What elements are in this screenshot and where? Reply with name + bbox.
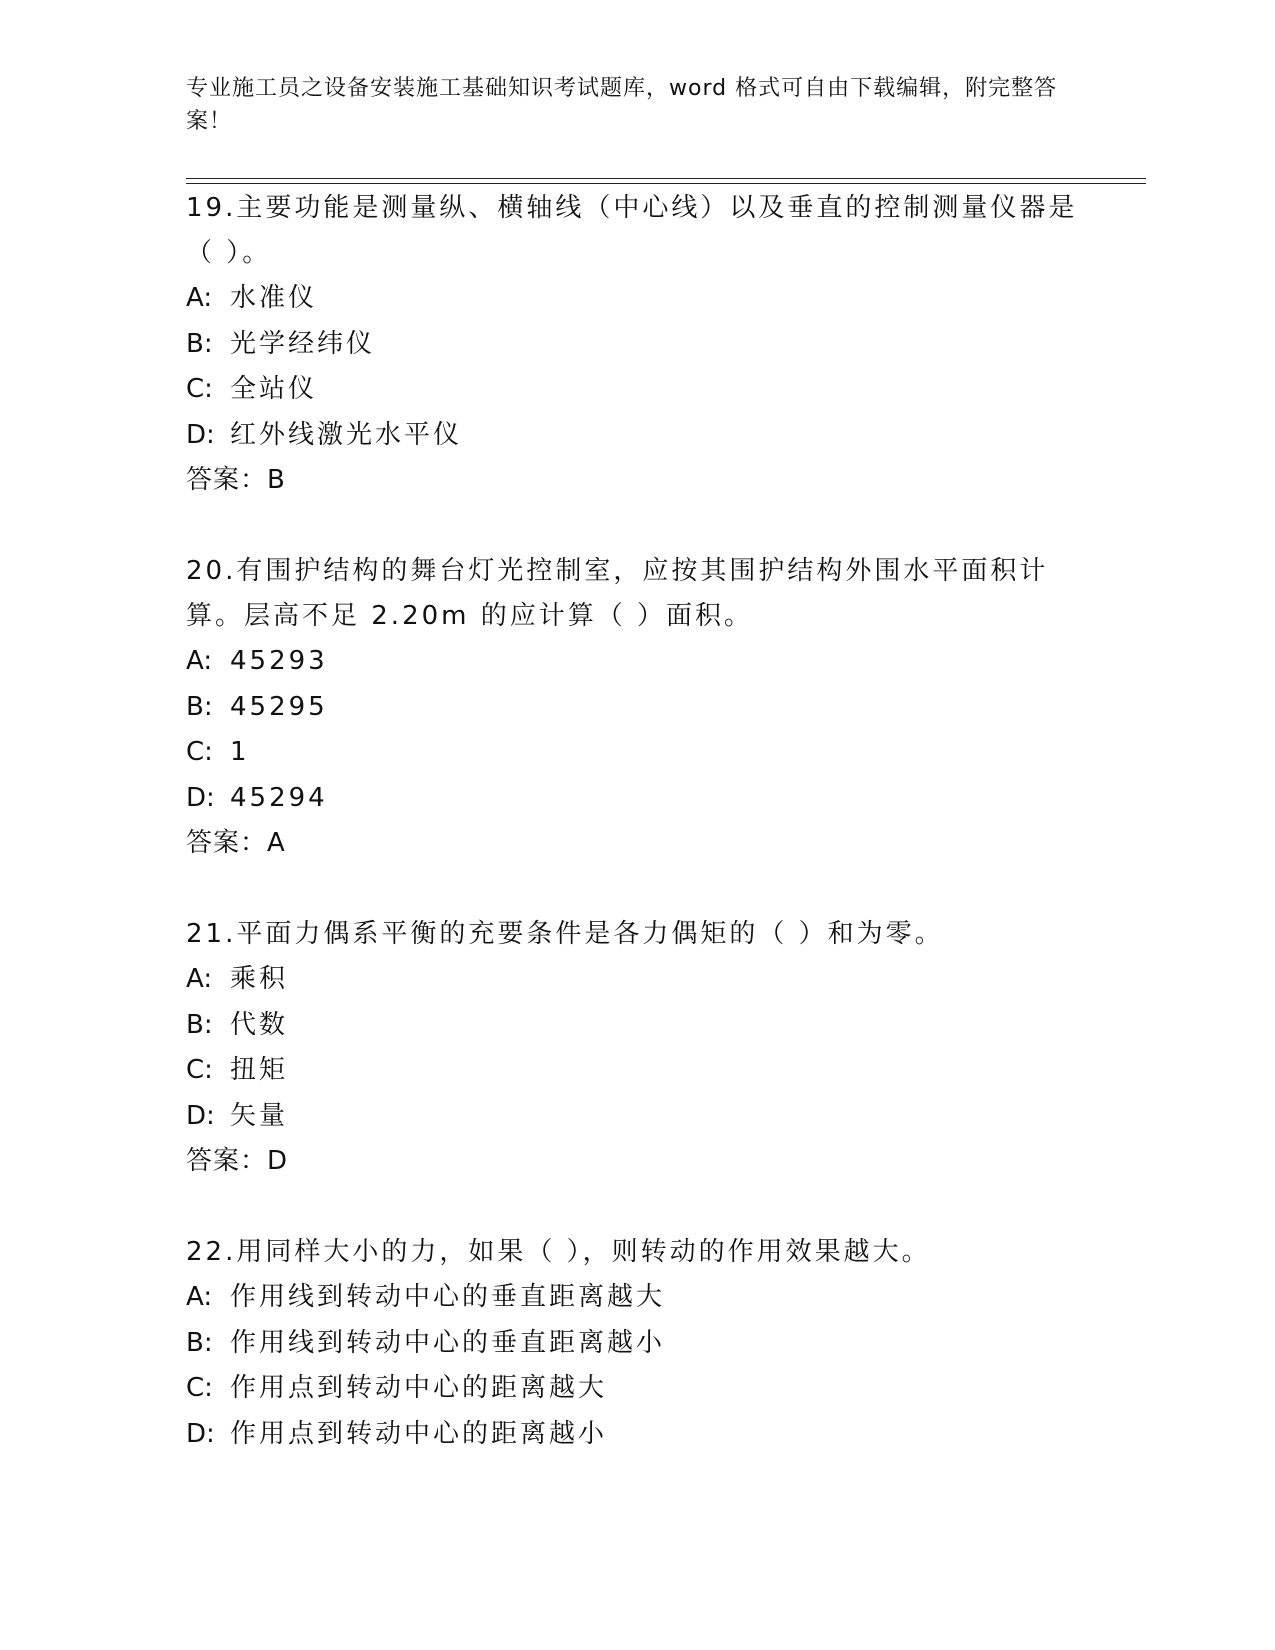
question-19 (186, 186, 1086, 503)
option-letter: A: (186, 964, 213, 994)
answer-line: 答案：A (186, 828, 286, 858)
option-letter: C: (186, 737, 213, 767)
question-text: 主要功能是测量纵、横轴线（中心线）以及垂直的控制测量仪器是（ ）。 (186, 193, 1078, 268)
option-letter: C: (186, 1055, 213, 1085)
answer-line: 答案：B (186, 465, 286, 495)
option-letter: D: (186, 1100, 215, 1131)
answer-line: 答案：D (186, 1146, 289, 1176)
question-text: 有围护结构的舞台灯光控制室，应按其围护结构外围水平面积计算。层高不足 2.20m 的应计算（ ）面积。 (186, 556, 1049, 631)
option-letter: B: (186, 1327, 213, 1358)
question-20 (186, 549, 1086, 866)
option-text: 45295 (230, 691, 328, 722)
option-a (186, 639, 1086, 685)
document-header: 专业施工员之设备安装施工基础知识考试题库，word 格式可自由下载编辑，附完整答案！ (186, 76, 1058, 134)
question-text: 平面力偶系平衡的充要条件是各力偶矩的（ ）和为零。 (236, 919, 944, 949)
option-letter: D: (186, 1418, 215, 1449)
question-20-stem (186, 549, 1086, 639)
option-b (186, 1321, 1086, 1367)
option-text: 作用线到转动中心的垂直距离越小 (230, 1327, 666, 1358)
question-21 (186, 912, 1086, 1184)
option-text: 1 (230, 737, 250, 767)
option-text: 扭矩 (230, 1055, 289, 1085)
option-b (186, 685, 1086, 731)
option-text: 作用线到转动中心的垂直距离越大 (230, 1282, 666, 1312)
option-letter: A: (186, 646, 213, 676)
question-number: 22. (186, 1237, 237, 1267)
option-c (186, 367, 1086, 413)
question-number: 19. (186, 193, 237, 223)
option-d (186, 1412, 1086, 1458)
option-c (186, 1366, 1086, 1412)
option-text: 作用点到转动中心的距离越小 (230, 1418, 608, 1449)
question-22 (186, 1230, 1086, 1457)
option-letter: C: (186, 374, 213, 404)
option-d (186, 776, 1086, 822)
question-number: 20. (186, 556, 237, 586)
question-19-stem (186, 186, 1086, 276)
option-letter: B: (186, 1009, 213, 1040)
question-21-stem (186, 912, 1086, 957)
header-divider-top (186, 178, 1146, 179)
option-d (186, 413, 1086, 459)
option-text: 45293 (230, 646, 328, 676)
option-text: 乘积 (230, 964, 289, 994)
option-text: 光学经纬仪 (230, 328, 376, 359)
option-text: 代数 (230, 1009, 289, 1040)
option-letter: A: (186, 283, 213, 313)
option-text: 红外线激光水平仪 (230, 419, 463, 450)
header-divider-bottom (186, 183, 1146, 184)
option-a (186, 957, 1086, 1003)
option-b (186, 322, 1086, 368)
option-letter: D: (186, 419, 215, 450)
option-letter: B: (186, 328, 213, 359)
option-b (186, 1003, 1086, 1049)
option-text: 45294 (230, 782, 328, 813)
option-letter: D: (186, 782, 215, 813)
option-text: 作用点到转动中心的距离越大 (230, 1373, 608, 1403)
option-d (186, 1094, 1086, 1140)
question-22-stem (186, 1230, 1086, 1275)
option-text: 矢量 (230, 1100, 289, 1131)
option-letter: C: (186, 1373, 213, 1403)
option-a (186, 276, 1086, 322)
question-text: 用同样大小的力，如果（ ），则转动的作用效果越大。 (236, 1237, 931, 1267)
option-c (186, 730, 1086, 776)
option-c (186, 1048, 1086, 1094)
question-number: 21. (186, 919, 237, 949)
option-text: 全站仪 (230, 374, 318, 404)
option-text: 水准仪 (230, 283, 318, 313)
option-letter: B: (186, 691, 213, 722)
option-letter: A: (186, 1282, 213, 1312)
option-a (186, 1275, 1086, 1321)
